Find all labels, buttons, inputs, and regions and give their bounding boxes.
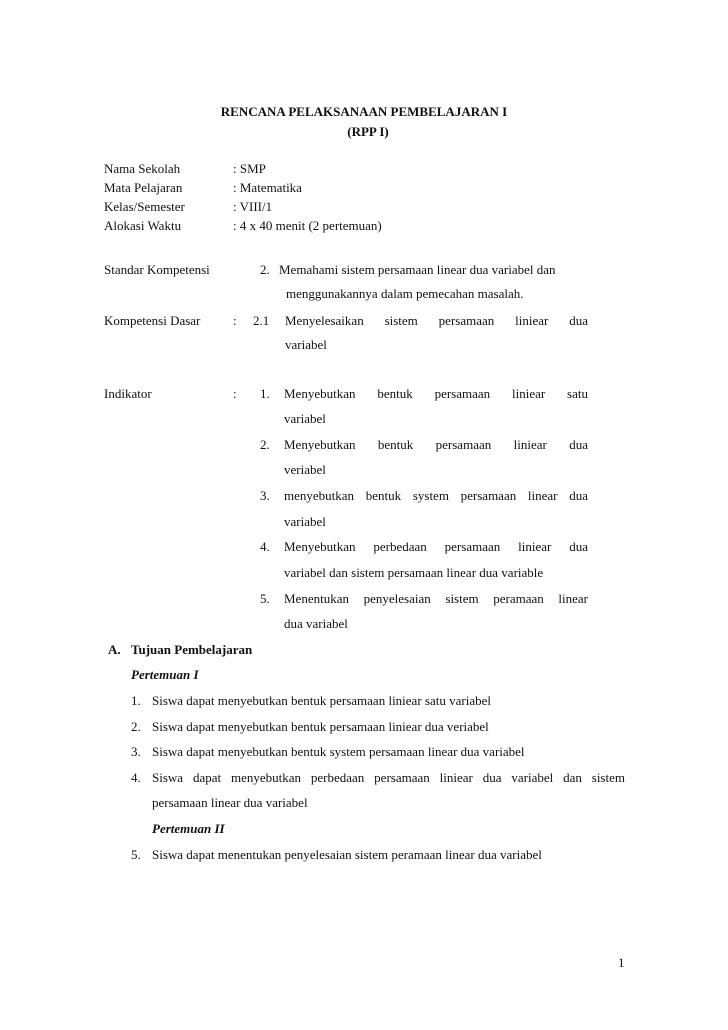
pertemuan-heading: Pertemuan II <box>152 821 225 836</box>
list-item: dua variabel <box>284 616 348 631</box>
list-item: persamaan linear dua variabel <box>152 795 308 810</box>
list-item: Siswa dapat menyebutkan bentuk persamaan liniear satu variabel <box>152 693 491 708</box>
identity-label: Alokasi Waktu <box>104 218 182 233</box>
list-item-number: 1. <box>260 386 270 401</box>
standar-label: Standar Kompetensi <box>104 262 210 277</box>
identity-value: : 4 x 40 menit (2 pertemuan) <box>233 218 382 233</box>
document-title: RENCANA PELAKSANAAN PEMBELAJARAN I <box>220 104 508 119</box>
list-item: Menentukan penyelesaian sistem peramaan linear <box>284 591 588 606</box>
kompetensi-text: Menyelesaikan sistem persamaan liniear dua <box>285 313 588 328</box>
list-item-number: 3. <box>131 744 141 759</box>
list-item: veriabel <box>284 462 326 477</box>
list-item-number: 5. <box>131 847 141 862</box>
page-number: 1 <box>618 955 625 970</box>
list-item-number: 1. <box>131 693 141 708</box>
list-item: variabel <box>284 411 326 426</box>
indikator-label: Indikator <box>104 386 152 401</box>
section-marker: A. <box>108 642 121 657</box>
list-item: Menyebutkan bentuk persamaan liniear satu <box>284 386 588 401</box>
list-item-number: 5. <box>260 591 270 606</box>
list-item: Siswa dapat menyebutkan bentuk system persamaan linear dua variabel <box>152 744 525 759</box>
list-item: Siswa dapat menyebutkan bentuk persamaan liniear dua veriabel <box>152 719 489 734</box>
list-item-number: 4. <box>260 539 270 554</box>
identity-label: Kelas/Semester <box>104 199 185 214</box>
identity-value: : VIII/1 <box>233 199 273 214</box>
identity-value: : SMP <box>233 161 266 176</box>
document-subtitle: (RPP I) <box>347 124 389 139</box>
identity-value: : Matematika <box>233 180 302 195</box>
list-item: variabel dan sistem persamaan linear dua variable <box>284 565 544 580</box>
standar-text: menggunakannya dalam pemecahan masalah. <box>286 286 524 301</box>
list-item-number: 3. <box>260 488 270 503</box>
list-item: Menyebutkan perbedaan persamaan liniear dua <box>284 539 588 554</box>
kompetensi-number: 2.1 <box>253 313 270 328</box>
list-item-number: 2. <box>131 719 141 734</box>
standar-text: Memahami sistem persamaan linear dua variabel dan <box>279 262 556 277</box>
kompetensi-label: Kompetensi Dasar <box>104 313 201 328</box>
kompetensi-text: variabel <box>285 337 327 352</box>
list-item-number: 2. <box>260 437 270 452</box>
list-item: Menyebutkan bentuk persamaan liniear dua <box>284 437 588 452</box>
pertemuan-heading: Pertemuan I <box>131 667 199 682</box>
identity-label: Nama Sekolah <box>104 161 181 176</box>
list-item: variabel <box>284 514 326 529</box>
list-item: Siswa dapat menyebutkan perbedaan persamaan liniear dua variabel dan sistem <box>152 770 625 785</box>
standar-number: 2. <box>260 262 270 277</box>
indikator-colon: : <box>233 386 237 401</box>
kompetensi-colon: : <box>233 313 237 328</box>
identity-label: Mata Pelajaran <box>104 180 183 195</box>
list-item: Siswa dapat menentukan penyelesaian sistem peramaan linear dua variabel <box>152 847 542 862</box>
list-item-number: 4. <box>131 770 141 785</box>
list-item: menyebutkan bentuk system persamaan linear dua <box>284 488 588 503</box>
section-heading: Tujuan Pembelajaran <box>131 642 253 657</box>
